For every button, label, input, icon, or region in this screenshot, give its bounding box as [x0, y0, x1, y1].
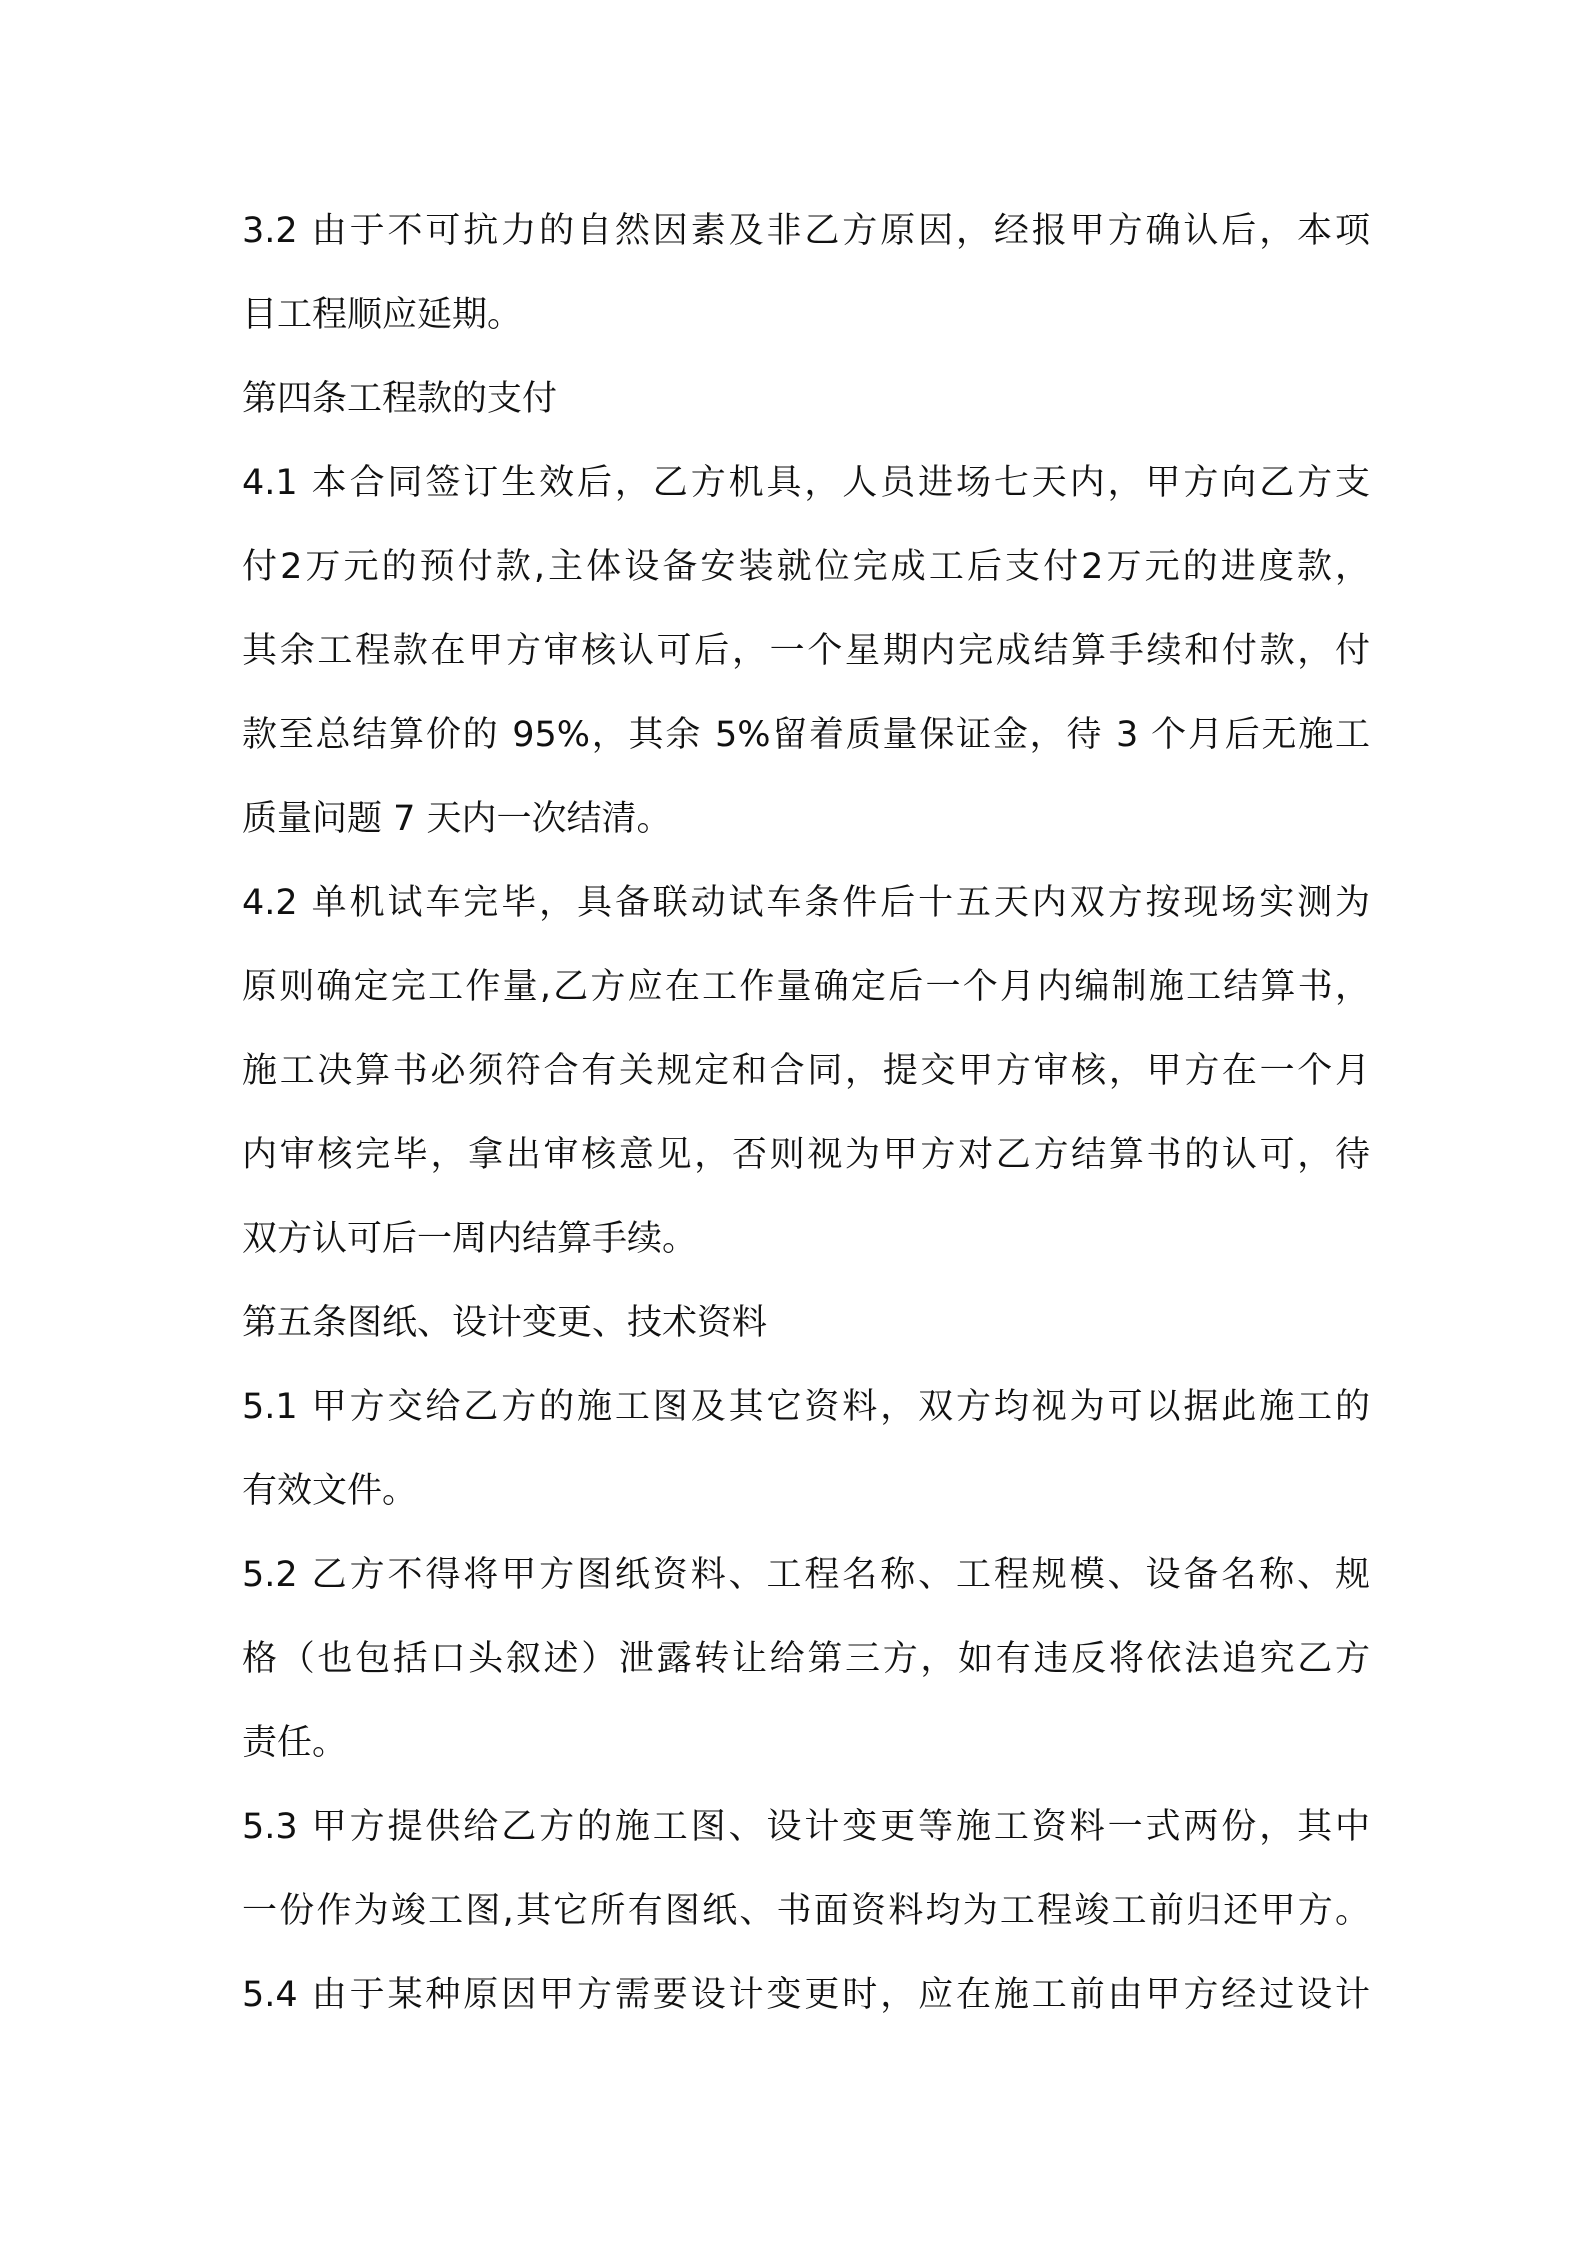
text-line: 5.3 甲方提供给乙方的施工图、设计变更等施工资料一式两份，其中 — [242, 1807, 1370, 1847]
text-line: 责任。 — [242, 1723, 348, 1763]
text-line: 有效文件。 — [242, 1471, 418, 1511]
text-line: 一份作为竣工图,其它所有图纸、书面资料均为工程竣工前归还甲方。 — [242, 1891, 1370, 1931]
text-line: 施工决算书必须符合有关规定和合同，提交甲方审核，甲方在一个月 — [242, 1051, 1370, 1091]
section-heading: 第四条工程款的支付 — [242, 379, 558, 419]
text-line: 4.2 单机试车完毕，具备联动试车条件后十五天内双方按现场实测为 — [242, 883, 1370, 923]
document-body — [242, 198, 1370, 2046]
text-line: 付2万元的预付款,主体设备安装就位完成工后支付2万元的进度款， — [242, 547, 1370, 587]
text-line: 格（也包括口头叙述）泄露转让给第三方，如有违反将依法追究乙方 — [242, 1639, 1370, 1679]
text-line: 目工程顺应延期。 — [242, 295, 523, 335]
text-line: 5.2 乙方不得将甲方图纸资料、工程名称、工程规模、设备名称、规 — [242, 1555, 1370, 1595]
text-line: 质量问题 7 天内一次结清。 — [242, 799, 672, 839]
text-line: 5.4 由于某种原因甲方需要设计变更时，应在施工前由甲方经过设计 — [242, 1975, 1370, 2015]
text-line: 5.1 甲方交给乙方的施工图及其它资料，双方均视为可以据此施工的 — [242, 1387, 1370, 1427]
text-line: 双方认可后一周内结算手续。 — [242, 1219, 698, 1259]
text-line: 4.1 本合同签订生效后，乙方机具，人员进场七天内，甲方向乙方支 — [242, 463, 1370, 503]
text-line: 原则确定完工作量,乙方应在工作量确定后一个月内编制施工结算书， — [242, 967, 1370, 1007]
text-line: 内审核完毕，拿出审核意见，否则视为甲方对乙方结算书的认可，待 — [242, 1135, 1370, 1175]
text-line: 款至总结算价的 95%，其余 5%留着质量保证金，待 3 个月后无施工 — [242, 715, 1370, 755]
text-line: 其余工程款在甲方审核认可后，一个星期内完成结算手续和付款，付 — [242, 631, 1370, 671]
text-line: 3.2 由于不可抗力的自然因素及非乙方原因，经报甲方确认后，本项 — [242, 211, 1370, 251]
section-heading: 第五条图纸、设计变更、技术资料 — [242, 1303, 768, 1343]
